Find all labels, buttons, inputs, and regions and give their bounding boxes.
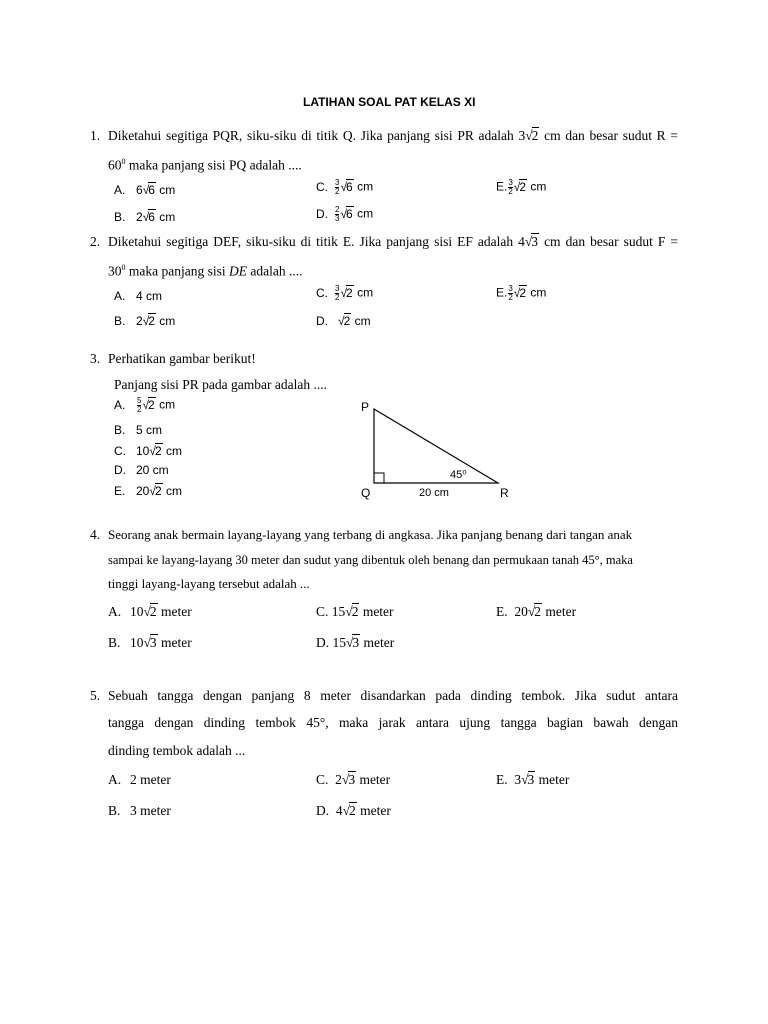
option-c[interactable]: C. $\frac{3}{2}$ √2 cm	[316, 284, 374, 302]
option-c[interactable]: C. 2√3 meter	[316, 772, 391, 787]
option-e[interactable]: E. $\frac{3}{2}$ √2 cm	[496, 284, 547, 302]
question-text-line: Panjang sisi PR pada gambar adalah ....	[114, 377, 327, 392]
question-text-line: dinding tembok adalah ...	[108, 743, 246, 758]
option-a[interactable]: A. $\frac{5}{2}$ √2 cm	[114, 396, 176, 414]
angle-label: 45⁰	[450, 469, 467, 481]
option-b[interactable]: B. 2√2 cm	[114, 314, 176, 328]
vertex-label-p: P	[361, 400, 370, 414]
triangle-figure	[355, 395, 525, 505]
question-text-line: Sebuah tangga dengan panjang 8 meter disandarkan pada dinding tembok. Jika sudut antara	[108, 688, 678, 703]
option-b[interactable]: B. 2√6 cm	[114, 210, 176, 224]
question-number: 2.	[90, 234, 101, 249]
question-text-line: Diketahui segitiga PQR, siku-siku di titik Q. Jika panjang sisi PR adalah 3√2 cm dan besar sudut R =	[108, 128, 678, 143]
question-text-line: $60^0$ maka panjang sisi PQ adalah ....	[108, 157, 302, 173]
option-a[interactable]: A. 10√2 meter	[108, 604, 192, 619]
option-d[interactable]: D. 20 cm	[114, 463, 169, 477]
base-length-label: 20 cm	[419, 487, 449, 499]
option-d[interactable]: D. √2 cm	[316, 314, 371, 328]
vertex-label-r: R	[500, 486, 509, 500]
question-text-line: tinggi layang-layang tersebut adalah ...	[108, 576, 310, 591]
triangle-pqr	[374, 409, 498, 483]
question-number: 5.	[90, 688, 101, 703]
vertex-label-q: Q	[361, 486, 371, 500]
option-e[interactable]: E. 20√2 cm	[114, 484, 182, 498]
option-c[interactable]: C. $\frac{3}{2}$ √6 cm	[316, 178, 374, 196]
question-number: 1.	[90, 128, 101, 143]
question-text-line: sampai ke layang-layang 30 meter dan sudut yang dibentuk oleh benang dan permukaan tanah 45°, maka	[108, 553, 633, 567]
question-number: 4.	[90, 527, 101, 542]
option-b[interactable]: B. 10√3 meter	[108, 635, 192, 650]
question-text-line: $30^0$ maka panjang sisi DE adalah ....	[108, 263, 303, 279]
right-angle-mark	[374, 473, 384, 483]
option-c[interactable]: C. 15√2 meter	[316, 604, 394, 619]
option-e[interactable]: E. $\frac{3}{2}$ √2 cm	[496, 178, 547, 196]
option-d[interactable]: D. 4√2 meter	[316, 803, 391, 818]
option-d[interactable]: D. $\frac{2}{3}$ √6 cm	[316, 205, 374, 223]
option-a[interactable]: A. 2 meter	[108, 772, 171, 787]
page-title: LATIHAN SOAL PAT KELAS XI	[303, 95, 476, 109]
option-d[interactable]: D. 15√3 meter	[316, 635, 395, 650]
question-number: 3.	[90, 351, 101, 366]
question-text-line: Seorang anak bermain layang-layang yang terbang di angkasa. Jika panjang benang dari tangan anak	[108, 527, 633, 542]
question-text-line: tangga dengan dinding tembok 45°, maka jarak antara ujung tangga bagian bawah dengan	[108, 715, 678, 730]
question-text-line: Diketahui segitiga DEF, siku-siku di titik E. Jika panjang sisi EF adalah 4√3 cm dan besar sudut F =	[108, 234, 679, 249]
question-text-line: Perhatikan gambar berikut!	[108, 351, 256, 366]
option-b[interactable]: B. 5 cm	[114, 423, 163, 437]
option-b[interactable]: B. 3 meter	[108, 803, 171, 818]
option-e[interactable]: E. 20√2 meter	[496, 604, 577, 619]
option-a[interactable]: A. 6√6 cm	[114, 183, 176, 197]
option-a[interactable]: A. 4 cm	[114, 289, 163, 303]
option-e[interactable]: E. 3√3 meter	[496, 772, 570, 787]
option-c[interactable]: C. 10√2 cm	[114, 444, 182, 458]
